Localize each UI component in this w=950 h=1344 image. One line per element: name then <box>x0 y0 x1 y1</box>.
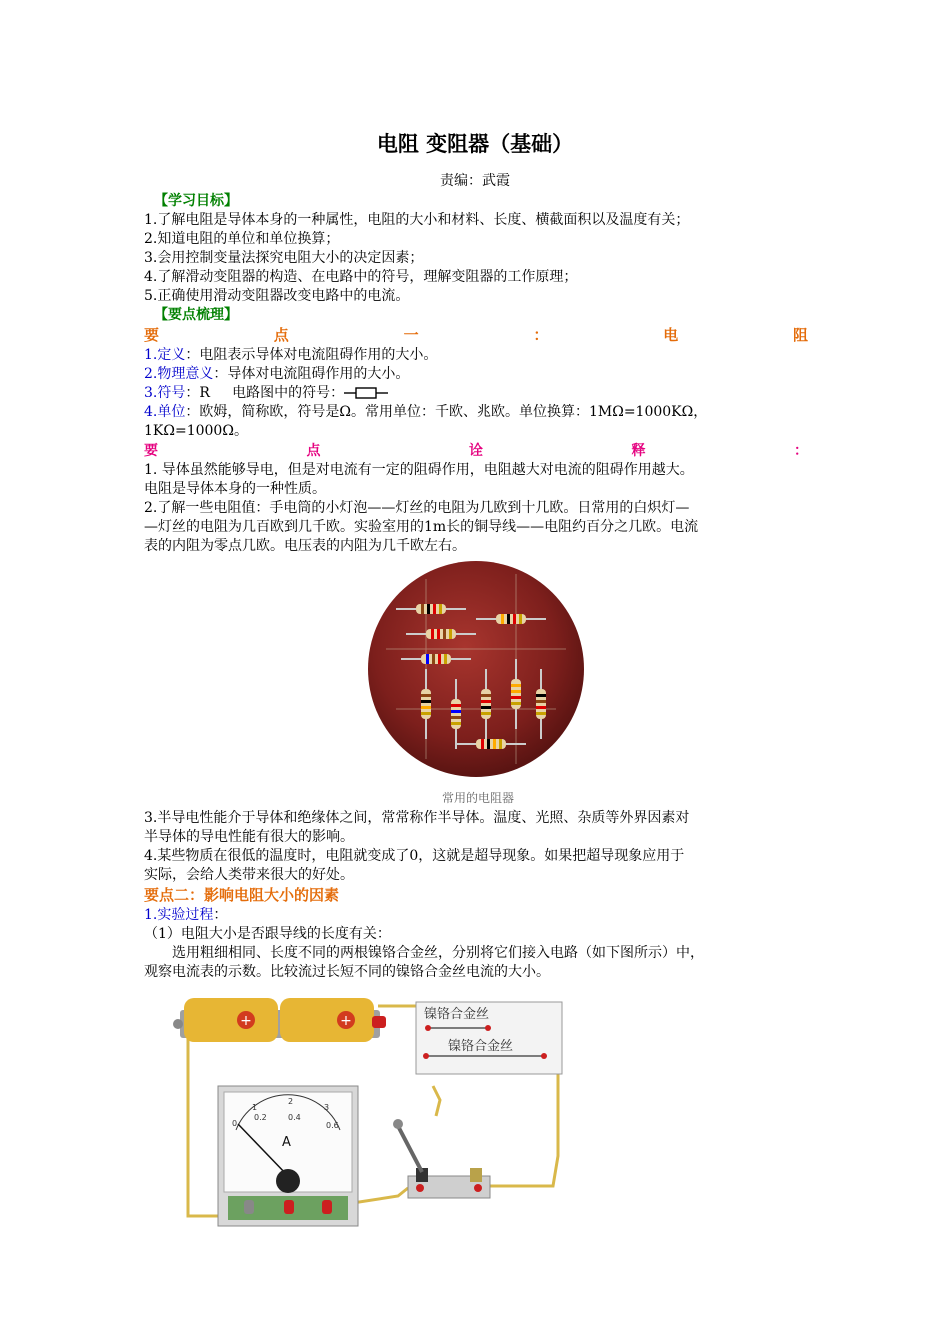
experiment-line <box>144 906 808 925</box>
explain-paragraph: 3.半导电性能介于导体和绝缘体之间，常常称作半导体。温度、光照、杂质等外界因素对 <box>144 810 690 826</box>
svg-text:0: 0 <box>232 1119 238 1128</box>
unit-label: 4.单位 <box>144 404 186 420</box>
heading-char: 要 <box>144 443 158 459</box>
svg-text:2: 2 <box>288 1097 294 1106</box>
experiment-label: 1.实验过程 <box>144 907 214 923</box>
heading-char: 诠 <box>469 443 483 459</box>
meaning-label: 2.物理意义 <box>144 366 214 382</box>
wire <box>433 1086 440 1116</box>
circuit-board-image <box>366 559 586 779</box>
heading-char: 释 <box>631 443 646 459</box>
svg-text:0.4: 0.4 <box>288 1113 301 1122</box>
svg-text:3: 3 <box>324 1103 330 1112</box>
svg-text:1: 1 <box>252 1103 258 1112</box>
experiment-colon: ： <box>213 907 228 923</box>
wire-label-1: 镍铬合金丝 <box>424 1007 490 1022</box>
unit-line <box>144 403 808 422</box>
explain-paragraph: 表的内阻为零点几欧。电压表的内阻为几千欧左右。 <box>144 538 466 554</box>
ammeter-icon <box>218 1086 358 1226</box>
definition-label: 1.定义 <box>144 347 186 363</box>
objective-item: 1.了解电阻是导体本身的一种属性，电阻的大小和材料、长度、横截面积以及温度有关； <box>144 212 690 228</box>
heading-char: 电 <box>663 326 679 344</box>
objective-item: 3.会用控制变量法探究电阻大小的决定因素； <box>144 250 424 266</box>
explain-paragraph: 电阻是导体本身的一种性质。 <box>144 481 326 497</box>
objective-item: 4.了解滑动变阻器的构造、在电路中的符号，理解变阻器的工作原理； <box>144 269 578 285</box>
document-content <box>144 192 808 1236</box>
explain-heading <box>144 441 808 461</box>
wire <box>488 1064 558 1186</box>
meaning-text: ：导体对电流阻碍作用的大小。 <box>213 366 410 382</box>
heading-char: ： <box>794 443 808 459</box>
svg-text:0.2: 0.2 <box>254 1113 267 1122</box>
keypoints-heading: 【要点梳理】 <box>154 307 238 323</box>
resistor-symbol-icon <box>344 386 388 400</box>
definition-text: ：电阻表示导体对电流阻碍作用的大小。 <box>185 347 438 363</box>
svg-text:0.6: 0.6 <box>326 1121 339 1130</box>
objective-item: 2.知道电阻的单位和单位换算； <box>144 231 340 247</box>
photo-caption: 常用的电阻器 <box>441 791 514 805</box>
step-line: （1）电阻大小是否跟导线的长度有关： <box>144 926 391 942</box>
author-line: 责编：武霞 <box>440 173 510 189</box>
meaning-line <box>144 365 808 384</box>
wire-label-2: 镍铬合金丝 <box>448 1039 514 1054</box>
heading-char: 要 <box>144 326 160 344</box>
symbol-label: 3.符号 <box>144 385 186 401</box>
objective-item: 5.正确使用滑动变阻器改变电路中的电流。 <box>144 288 410 304</box>
symbol-text: ：R 电路图中的符号： <box>185 385 345 401</box>
unit-line-2: 1KΩ=1000Ω。 <box>144 423 248 439</box>
meter-letter: A <box>282 1135 291 1150</box>
point2-heading: 要点二：影响电阻大小的因素 <box>144 886 340 904</box>
definition-line <box>144 346 808 365</box>
point1-heading <box>144 325 808 346</box>
heading-char: 点 <box>306 443 321 459</box>
explain-paragraph: 2.了解一些电阻值：手电筒的小灯泡——灯丝的电阻为几欧到十几欧。日常用的白炽灯— <box>144 500 690 516</box>
explain-paragraph: 实际，会给人类带来很大的好处。 <box>144 867 354 883</box>
unit-text: ：欧姆，简称欧，符号是Ω。常用单位：千欧、兆欧。单位换算：1MΩ=1000KΩ， <box>185 404 708 420</box>
resistor-photo <box>144 559 808 787</box>
heading-char: 一 <box>403 326 419 344</box>
explain-paragraph: 1. 导体虽然能够导电，但是对电流有一定的阻碍作用，电阻越大对电流的阻碍作用越大。 <box>144 462 694 478</box>
svg-text:+: + <box>240 1013 252 1029</box>
objectives-heading: 【学习目标】 <box>154 193 238 209</box>
step-desc: 选用粗细相同、长度不同的两根镍铬合金丝，分别将它们接入电路（如下图所示）中， <box>172 945 704 961</box>
explain-paragraph: 4.某些物质在很低的温度时，电阻就变成了0，这就是超导现象。如果把超导现象应用于 <box>144 848 685 864</box>
svg-text:+: + <box>340 1013 352 1029</box>
step-desc: 观察电流表的示数。比较流过长短不同的镍铬合金丝电流的大小。 <box>144 964 550 980</box>
symbol-line <box>144 384 808 403</box>
experiment-circuit <box>144 996 808 1236</box>
battery-holder-icon <box>173 998 386 1042</box>
heading-char: ： <box>533 326 549 344</box>
heading-char: 点 <box>273 326 289 344</box>
alloy-wire-board-icon <box>416 1002 562 1074</box>
switch-icon <box>393 1119 490 1198</box>
circuit-diagram <box>158 996 578 1232</box>
explain-paragraph: 半导体的导电性能有很大的影响。 <box>144 829 354 845</box>
explain-paragraph: —灯丝的电阻为几百欧到几千欧。实验室用的1m长的铜导线——电阻约百分之几欧。电流 <box>144 519 699 535</box>
heading-char: 阻 <box>792 326 808 344</box>
page-title: 电阻 变阻器（基础） <box>376 132 574 156</box>
